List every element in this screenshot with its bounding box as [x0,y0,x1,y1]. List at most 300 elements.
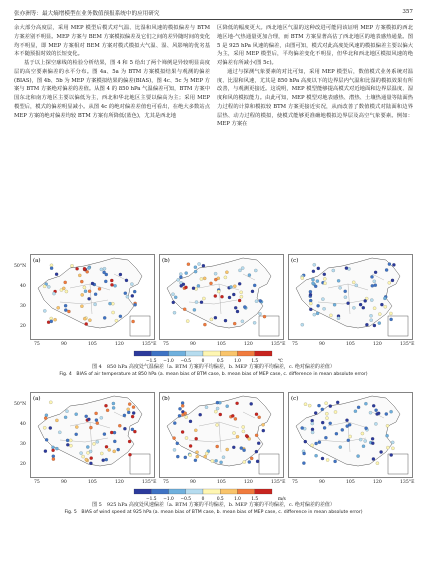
station-dot [44,450,47,453]
station-dot [226,448,229,451]
colorbar-tick: −1.0 [163,497,174,502]
station-dot [90,457,93,460]
station-dot [176,442,179,445]
station-dot [321,298,324,301]
lon-label: 105 [88,342,97,347]
lat-label: 40 [20,284,26,289]
station-dot [128,453,131,456]
colorbar-swatch [151,351,168,356]
station-dot [86,445,89,448]
lat-label: 30 [20,304,26,309]
lon-label: 75 [292,480,298,485]
station-dot [119,315,122,318]
body-paragraph: 基于以上探空廓线的检验分析结果，图 4 和 5 给出了两个筛例是异较明显高度层的高空要素偏差的水平分布。图 4a、5a 为 BTM 方案模拟结果与观测的偏差(BIAS)，图 4b、5b 为 MEP 方案模拟结果的偏差(BIAS)，图 4c、5c 为 MEP 方案与 BTM 方案绝对偏差的差值。从图 4 的 850 hPa 气温偏差可知，BTM 方案中国东北和南方地区主要以偏低为主，西北和华北地区主要以偏高为主；采用 MEP 模型后，模式的偏差明显减小。从图 4c 的绝对偏差差值也可看出，在绝大多数站点 MEP 方案的绝对偏差均较 BTM 方案有所降低(蓝色)，尤其是西北地 [14,60,210,119]
colorbar-swatch [220,351,237,356]
station-dot [181,404,184,407]
lat-label: 50°N [14,402,27,407]
station-dot [64,416,67,419]
station-dot [100,416,103,419]
station-dot [57,306,60,309]
body-paragraph: 通过与探测气象要素的对比可知，采用 MEP 模型后，数值模式业务系统对温度、比湿和风速，尤其是 850 hPa 高度以下的边界层内气温和比湿的模拟效果有所改善，与观测更接近。这说明，MEP 模型能够提高模式对近地面和边界层温度、湿度和风的模拟能力。由此可知，MEP 模型对地表感热、潜热、土壤热通量等陆面热力过程的计算和模拟较 BTM 方案更接近实况，从而改善了数值模式对陆面和边界层热、动力过程的模拟，使模式能够更准确地模拟边界层及高空气象要素。例如：MEP 方案在 [217,68,413,128]
lon-label: 105 [346,342,355,347]
station-dot [64,309,67,312]
station-dot [375,409,378,412]
station-dot [50,320,53,323]
station-dot [391,279,394,282]
station-dot [108,448,111,451]
station-dot [104,280,107,283]
lon-label: 105 [346,480,355,485]
colorbar-tick: −1.5 [146,359,157,364]
station-dot [384,305,387,308]
colorbar-tick: 0 [201,359,205,364]
station-dot [312,270,315,273]
lon-label: 105 [88,480,97,485]
lon-label: 90 [319,480,325,485]
station-dot [173,311,176,314]
lat-label: 20 [20,324,26,329]
station-dot [372,404,375,407]
station-dot [194,266,197,269]
station-dot [308,404,311,407]
lon-label: 75 [34,342,40,347]
station-dot [118,424,121,427]
station-dot [334,460,337,463]
station-dot [365,323,368,326]
station-dot [355,284,358,287]
colorbar-swatch [169,351,186,356]
station-dot [334,410,337,413]
station-dot [214,272,217,275]
station-dot [108,302,111,305]
station-dot [240,447,243,450]
station-dot [339,286,342,289]
station-dot [89,426,92,429]
station-dot [364,439,367,442]
station-dot [256,460,259,463]
lon-label: 90 [61,342,67,347]
station-dot [390,318,393,321]
station-dot [104,404,107,407]
station-dot [111,302,114,305]
colorbar-swatch [134,351,151,356]
station-dot [132,406,135,409]
station-dot [385,412,388,415]
lon-label: 120 [244,480,253,485]
station-dot [185,436,188,439]
station-dot [325,417,328,420]
station-dot [262,429,265,432]
station-dot [311,428,314,431]
station-dot [132,320,135,323]
station-dot [388,263,391,266]
station-dot [50,264,53,267]
station-dot [85,415,88,418]
station-dot [203,323,206,326]
station-dot [389,312,392,315]
station-dot [215,459,218,462]
station-dot [86,270,89,273]
station-dot [202,297,205,300]
station-dot [78,274,81,277]
station-dot [205,406,208,409]
body-paragraph: 余大部分高度层，采用 MEP 模型后模式对气温、比湿和风速的模拟偏差与 BTM 方案差别不明显。MEP 方案与 BEM 方案模拟偏差及它们之间的差异随时间的变化均不明显，即 MEP 方案相对 BEM 方案对模式模拟大气温、湿、风影响的优劣基本不随预报时效的长短变化。 [14,25,210,58]
panel-label: (a) [33,258,41,264]
lon-label: 75 [163,480,169,485]
station-dot [123,427,126,430]
station-dot [303,452,306,455]
lon-label: 105 [217,342,226,347]
station-dot [391,441,394,444]
colorbar-tick: 0.5 [216,359,224,364]
station-dot [380,303,383,306]
station-dot [374,284,377,287]
figure-caption-en: Fig. 5 BIAS of wind speed at 925 hPa (a. mean bias of BTM case, b. mean bias of MEP case, c. difference in mean absolute error) [64,510,363,515]
station-dot [87,266,90,269]
lon-label: 75 [292,342,298,347]
station-dot [255,300,258,303]
station-dot [254,269,257,272]
station-dot [301,323,304,326]
station-dot [241,320,244,323]
colorbar-tick: −0.5 [180,497,191,502]
station-dot [222,456,225,459]
map-panel-b [159,392,284,478]
colorbar-unit: ℃ [278,359,283,364]
station-dot [309,299,312,302]
lon-label: 75 [34,480,40,485]
station-dot [329,314,332,317]
station-dot [346,425,349,428]
station-dot [349,435,352,438]
station-dot [309,302,312,305]
station-dot [335,432,338,435]
station-dot [75,425,78,428]
station-dot [347,439,350,442]
station-dot [242,430,245,433]
station-dot [214,410,217,413]
station-dot [216,423,219,426]
map-panel-c [288,254,413,340]
station-dot [49,401,52,404]
station-dot [94,293,97,296]
colorbar-tick: −0.5 [180,359,191,364]
station-dot [128,403,131,406]
station-dot [64,281,67,284]
station-dot [236,435,239,438]
station-dot [304,403,307,406]
station-dot [105,273,108,276]
station-dot [205,452,208,455]
station-dot [110,279,113,282]
station-dot [173,437,176,440]
station-dot [329,422,332,425]
colorbar-tick: 1.5 [251,359,259,364]
lon-label: 105 [217,480,226,485]
station-dot [189,444,192,447]
station-dot [126,295,129,298]
station-dot [195,437,198,440]
station-dot [131,428,134,431]
station-dot [258,312,261,315]
station-dot [323,277,326,280]
station-dot [69,439,72,442]
colorbar-tick: 1.5 [251,497,259,502]
station-dot [301,426,304,429]
colorbar-swatch [151,489,168,494]
map-panel-c [288,392,413,478]
station-dot [311,422,314,425]
station-dot [76,267,79,270]
station-dot [50,267,53,270]
station-dot [311,444,314,447]
station-dot [364,402,367,405]
station-dot [110,283,113,286]
station-dot [248,460,251,463]
station-dot [316,312,319,315]
colorbar-swatch [186,351,203,356]
station-dot [89,462,92,465]
station-dot [238,282,241,285]
figure-caption-cn: 图 4 850 hPa 高度处气温偏差（a. BTM 方案的平均偏差，b. MEP 方案的平均偏差，c. 绝对偏差的差值） [92,364,335,370]
colorbar-tick: 0.5 [216,497,224,502]
station-dot [92,442,95,445]
station-dot [359,438,362,441]
station-dot [133,430,136,433]
station-dot [98,287,101,290]
lat-label: 50°N [14,264,27,269]
lon-label: 90 [190,342,196,347]
station-dot [369,314,372,317]
station-dot [332,269,335,272]
colorbar-unit: m/s [278,497,286,502]
station-dot [245,434,248,437]
station-dot [105,445,108,448]
lon-label: 120 [115,342,124,347]
station-dot [103,433,106,436]
station-dot [243,449,246,452]
station-dot [392,263,395,266]
station-dot [184,456,187,459]
lon-label: 135°E [271,342,286,347]
panel-label: (b) [162,396,170,402]
station-dot [226,405,229,408]
station-dot [83,267,86,270]
figure-5 [14,392,413,516]
station-dot [313,263,316,266]
station-dot [194,459,197,462]
station-dot [233,322,236,325]
station-dot [376,462,379,465]
station-dot [105,458,108,461]
station-dot [100,452,103,455]
station-dot [321,457,324,460]
lon-label: 120 [373,342,382,347]
station-dot [311,431,314,434]
station-dot [185,416,188,419]
station-dot [216,407,219,410]
station-dot [211,459,214,462]
station-dot [324,436,327,439]
colorbar-swatch [220,489,237,494]
station-dot [54,318,57,321]
colorbar-swatch [186,489,203,494]
station-dot [113,440,116,443]
panel-label: (c) [291,258,299,264]
station-dot [316,280,319,283]
station-dot [132,411,135,414]
station-dot [365,427,368,430]
page-number: 357 [402,9,413,15]
station-dot [243,460,246,463]
station-dot [189,454,192,457]
station-dot [200,277,203,280]
station-dot [45,414,48,417]
station-dot [236,310,239,313]
station-dot [52,458,55,461]
station-dot [133,290,136,293]
station-dot [200,301,203,304]
station-dot [301,277,304,280]
station-dot [181,401,184,404]
station-dot [344,290,347,293]
station-dot [241,267,244,270]
station-dot [125,279,128,282]
station-dot [323,426,326,429]
station-dot [341,428,344,431]
station-dot [234,306,237,309]
colorbar-swatch [203,351,220,356]
station-dot [176,455,179,458]
station-dot [386,434,389,437]
station-dot [55,419,58,422]
station-dot [115,319,118,322]
station-dot [255,434,258,437]
station-dot [80,280,83,283]
station-dot [359,303,362,306]
station-dot [370,275,373,278]
station-dot [178,414,181,417]
station-dot [309,308,312,311]
lon-label: 90 [190,480,196,485]
station-dot [174,296,177,299]
station-dot [262,423,265,426]
map-panel-a [30,392,155,478]
station-dot [182,283,185,286]
panel-label: (c) [291,396,299,402]
station-dot [83,286,86,289]
station-dot [378,313,381,316]
station-dot [240,295,243,298]
station-dot [199,413,202,416]
station-dot [112,311,115,314]
running-title: 张亦洲等：最大熵增模型在业务数值预报系统中的应用研究 [14,11,160,17]
station-dot [91,282,94,285]
station-dot [84,290,87,293]
figure-4 [14,254,413,378]
station-dot [248,274,251,277]
station-dot [198,262,201,265]
lon-label: 75 [163,342,169,347]
station-dot [371,284,374,287]
station-dot [209,282,212,285]
station-dot [317,404,320,407]
station-dot [82,455,85,458]
station-dot [181,430,184,433]
station-dot [220,295,223,298]
station-dot [130,283,133,286]
station-dot [229,285,232,288]
station-dot [232,431,235,434]
station-dot [65,410,68,413]
station-dot [390,453,393,456]
station-dot [75,433,78,436]
station-dot [323,273,326,276]
station-dot [314,411,317,414]
station-dot [83,317,86,320]
station-dot [238,269,241,272]
station-dot [110,431,113,434]
station-dot [371,437,374,440]
station-dot [228,296,231,299]
station-dot [357,455,360,458]
station-dot [337,317,340,320]
station-dot [214,278,217,281]
station-dot [124,292,127,295]
station-dot [373,307,376,310]
station-dot [81,293,84,296]
station-dot [187,263,190,266]
station-dot [352,281,355,284]
station-dot [374,271,377,274]
station-dot [378,322,381,325]
station-dot [243,305,246,308]
station-dot [44,417,47,420]
station-dot [311,419,314,422]
station-dot [193,308,196,311]
station-dot [114,284,117,287]
station-dot [345,267,348,270]
lon-label: 120 [115,480,124,485]
lon-label: 120 [244,342,253,347]
colorbar [130,350,290,364]
station-dot [225,271,228,274]
lon-label: 135°E [400,480,415,485]
station-dot [51,446,54,449]
station-dot [103,316,106,319]
station-dot [234,417,237,420]
station-dot [224,276,227,279]
station-dot [240,291,243,294]
station-dot [131,294,134,297]
station-dot [210,318,213,321]
figure-panels [14,254,413,350]
station-dot [214,316,217,319]
body-paragraph: 区降低的幅度更大。西北地区气温的这种改进可能同该证明 MEP 方案模拟的西北地区地-气热通量更加合理，而 BTM 方案显著高估了西北地区的地表感热通量。图 5 是 925 hPa 风速的偏差，由图可知，模式对此高度处风速的模拟偏差主要以偏大为主，采用 MEP 模型后，平均偏差变化不明显，但华北和西北地区模拟风速的绝对偏差有所减小(图 5c)。 [217,25,413,66]
station-dot [352,306,355,309]
station-dot [369,411,372,414]
panel-label: (b) [162,258,170,264]
station-dot [309,293,312,296]
station-dot [85,322,88,325]
map-panel-a [30,254,155,340]
station-dot [321,421,324,424]
station-dot [259,299,262,302]
station-dot [354,410,357,413]
station-dot [202,264,205,267]
station-dot [386,424,389,427]
lon-label: 90 [61,480,67,485]
